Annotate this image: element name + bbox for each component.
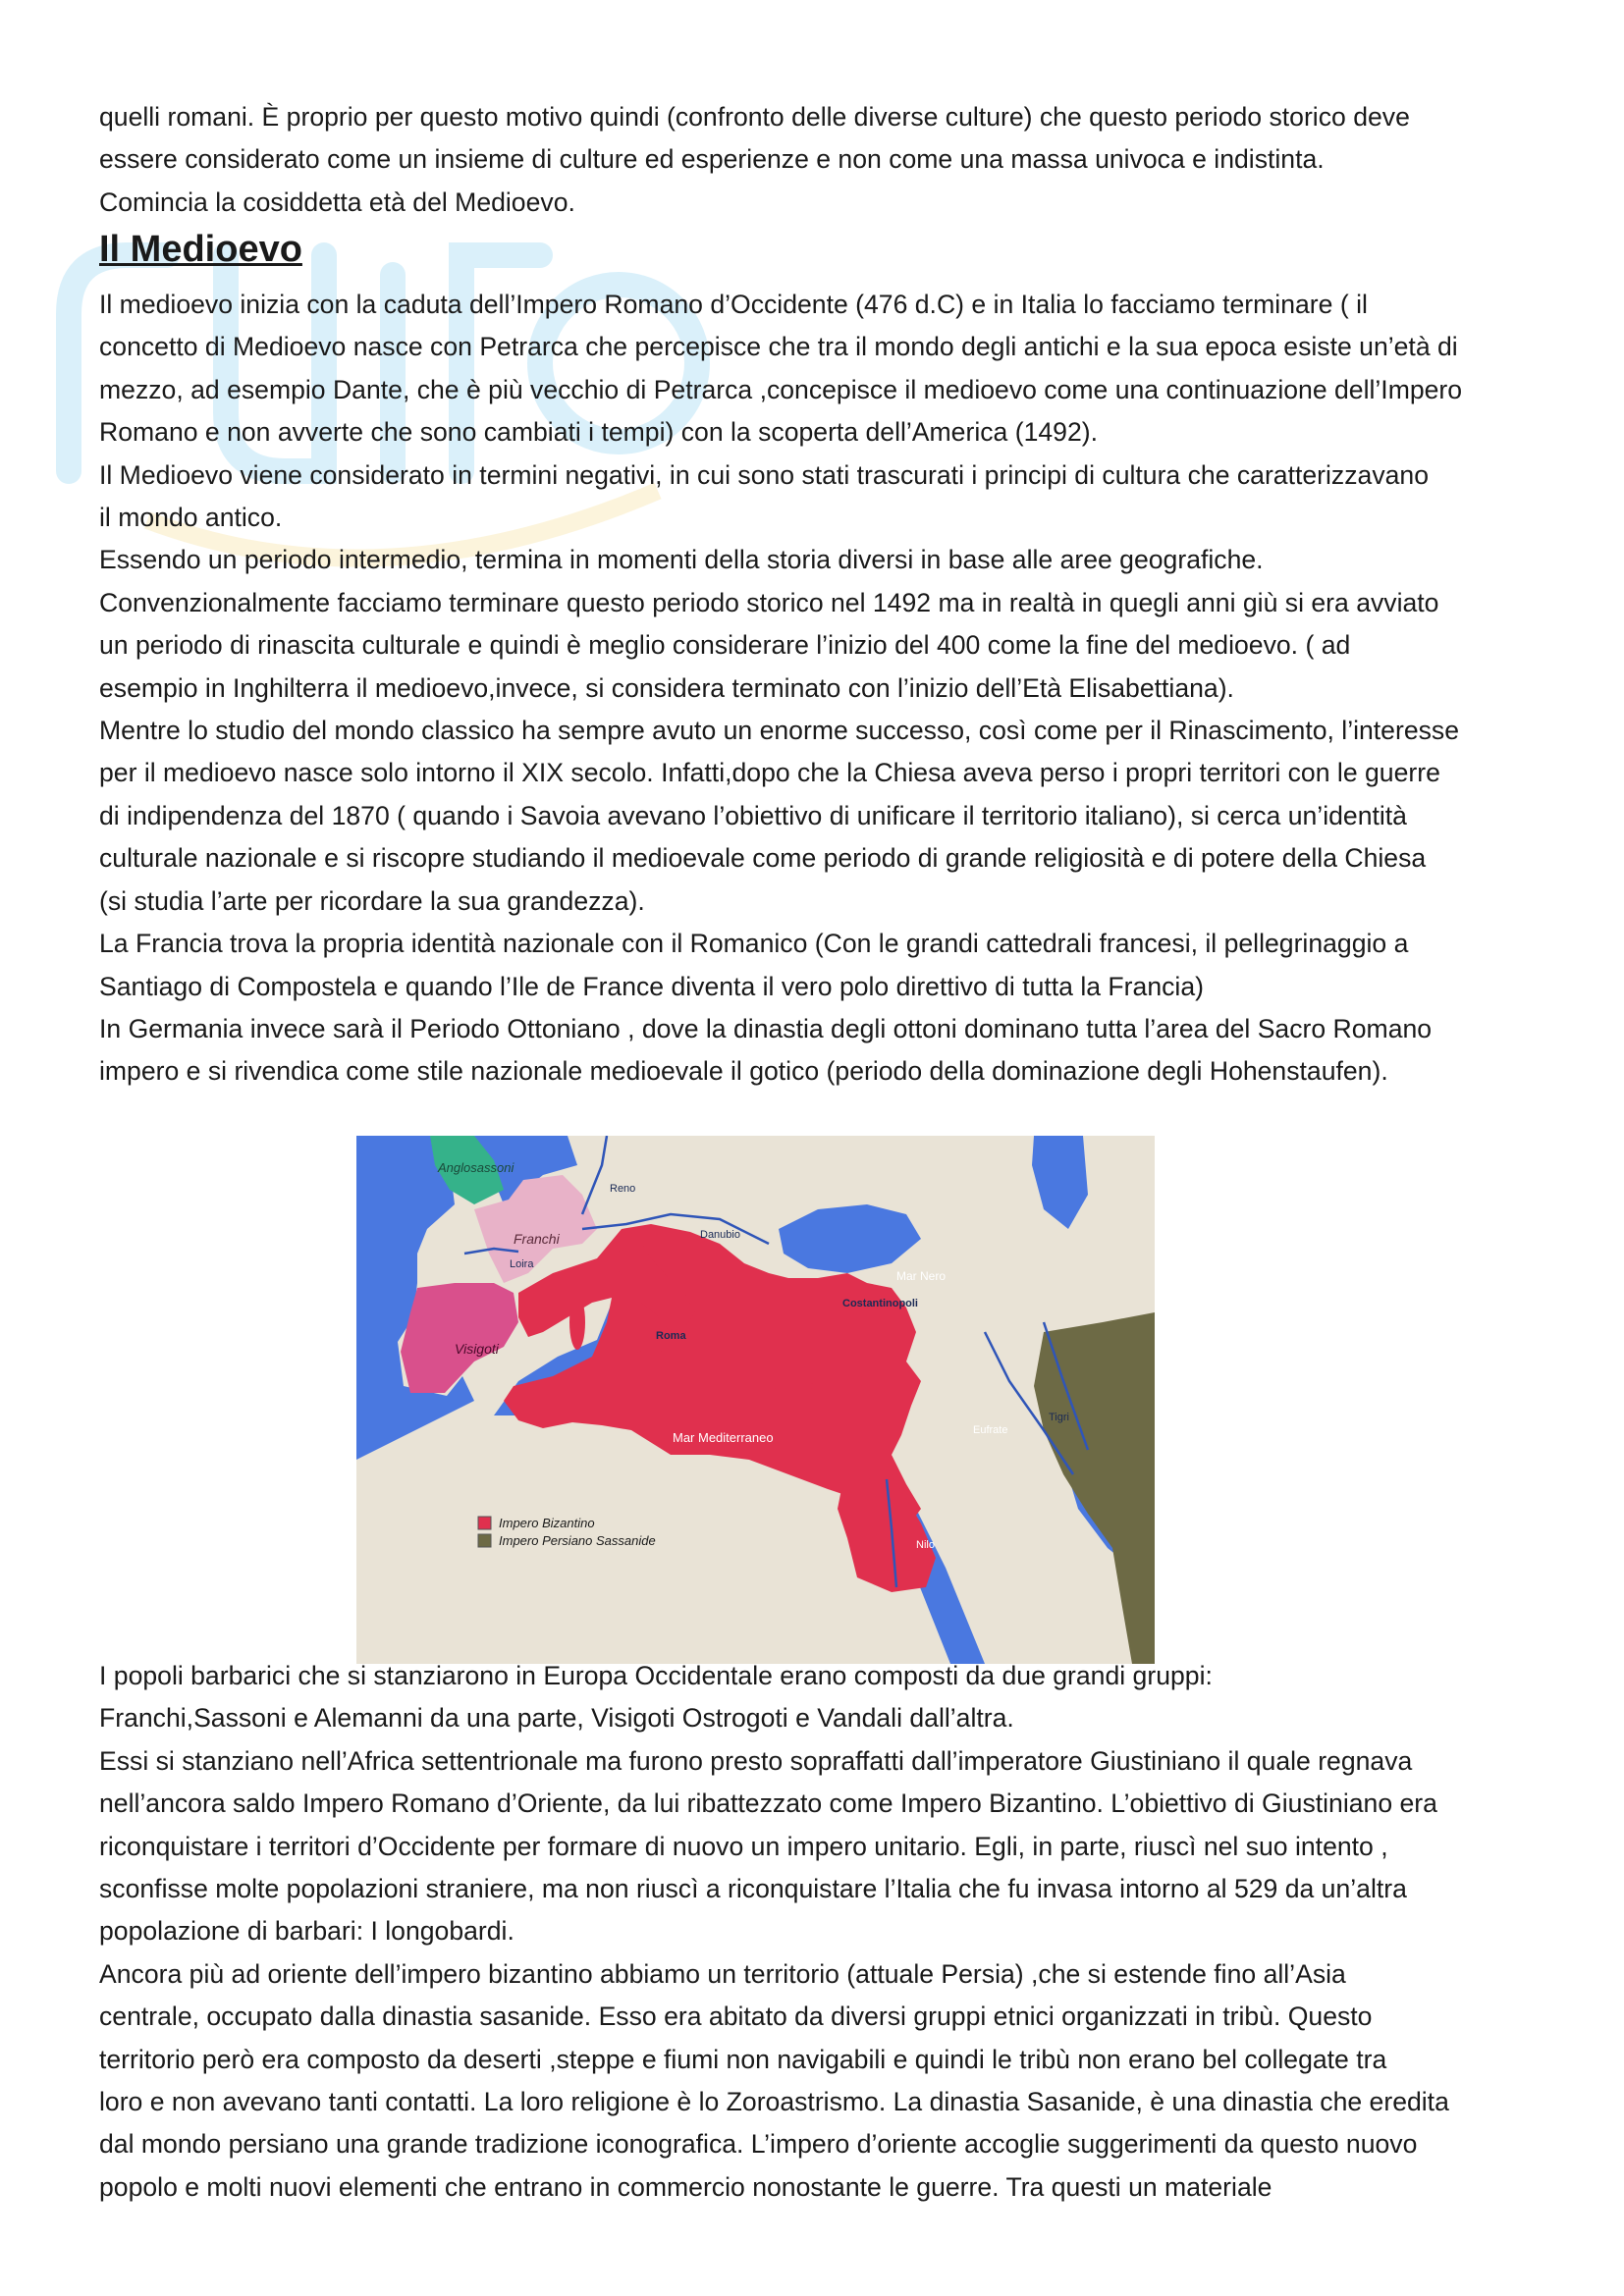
text-line: Essi si stanziano nell’Africa settentrionale ma furono presto sopraffatti dall’imperatore Giustiniano il quale regnava — [99, 1745, 1413, 1776]
label-mar-mediterraneo: Mar Mediterraneo — [673, 1430, 774, 1445]
island-sicily — [631, 1350, 671, 1369]
label-visigoti: Visigoti — [455, 1341, 499, 1357]
text-line: dal mondo persiano una grande tradizione iconografica. L’impero d’oriente accoglie suggerimenti da questo nuovo — [99, 2129, 1418, 2160]
text-line: quelli romani. È proprio per questo motivo quindi (confronto delle diverse culture) che questo periodo storico deve — [99, 102, 1410, 132]
legend-label-sassanid: Impero Persiano Sassanide — [499, 1533, 656, 1548]
legend-swatch-byzantine — [478, 1517, 491, 1529]
label-eufrate: Eufrate — [973, 1424, 1008, 1436]
text-line: Convenzionalmente facciamo terminare questo periodo storico nel 1492 ma in realtà in quegli anni giù si era avviato — [99, 587, 1439, 617]
label-roma: Roma — [656, 1330, 686, 1342]
section-body — [99, 284, 1533, 1094]
text-line: (si studia l’arte per ricordare la sua grandezza). — [99, 885, 645, 916]
map-svg — [356, 1136, 1155, 1664]
island-cyprus — [839, 1375, 866, 1387]
text-line: sconfisse molte popolazioni straniere, ma non riuscì a riconquistare l’Italia che fu invasa intorno al 529 da un’altra — [99, 1874, 1407, 1904]
text-line: mezzo, ad esempio Dante, che è più vecchio di Petrarca ,concepisce il medioevo come una continuazione dell’Impero — [99, 374, 1463, 404]
text-line: Mentre lo studio del mondo classico ha sempre avuto un enorme successo, così come per il Rinascimento, l’interesse — [99, 716, 1460, 746]
closing-paragraph — [99, 1655, 1533, 2209]
text-line: Franchi,Sassoni e Alemanni da una parte, Visigoti Ostrogoti e Vandali dall’altra. — [99, 1703, 1014, 1734]
label-tigri: Tigri — [1049, 1412, 1069, 1423]
text-line: esempio in Inghilterra il medioevo,invece, si considera terminato con l’inizio dell’Età Elisabettiana). — [99, 672, 1234, 703]
label-mar-nero: Mar Nero — [896, 1269, 947, 1283]
text-line: centrale, occupato dalla dinastia sasanide. Esso era abitato da diversi gruppi etnici organizzati in tribù. Questo — [99, 2002, 1373, 2032]
text-line: Ancora più ad oriente dell’impero bizantino abbiamo un territorio (attuale Persia) ,che si estende fino all’Asia — [99, 1958, 1346, 1989]
text-line: concetto di Medioevo nasce con Petrarca che percepisce che tra il mondo degli antichi e la sua epoca esiste un’età di — [99, 332, 1458, 362]
island-corsica-sardinia — [569, 1295, 585, 1350]
text-line: per il medioevo nasce solo intorno il XIX secolo. Infatti,dopo che la Chiesa aveva perso i propri territori con le guerre — [99, 758, 1440, 788]
text-line: Romano e non avverte che sono cambiati i tempi) con la scoperta dell’America (1492). — [99, 417, 1098, 448]
section-heading: Il Medioevo — [99, 229, 302, 270]
text-line: Il medioevo inizia con la caduta dell’Impero Romano d’Occidente (476 d.C) e in Italia lo facciamo terminare ( il — [99, 290, 1368, 319]
text-line: essere considerato come un insieme di culture ed esperienze e non come una massa univoca e indistinta. — [99, 144, 1325, 175]
map-figure — [356, 1136, 1155, 1664]
text-line: La Francia trova la propria identità nazionale con il Romanico (Con le grandi cattedrali francesi, il pellegrinaggio a — [99, 929, 1409, 959]
text-line: loro e non avevano tanti contatti. La loro religione è lo Zoroastrismo. La dinastia Sasanide, è una dinastia che eredita — [99, 2087, 1449, 2117]
text-line: il mondo antico. — [99, 503, 283, 533]
text-line: popolo e molti nuovi elementi che entrano in commercio nonostante le guerre. Tra questi un materiale — [99, 2171, 1272, 2202]
text-line: culturale nazionale e si riscopre studiando il medioevale come periodo di grande religiosità e di potere della Chiesa — [99, 843, 1427, 874]
label-danubio: Danubio — [700, 1229, 740, 1241]
legend-label-byzantine: Impero Bizantino — [499, 1516, 595, 1530]
label-nilo: Nilo — [916, 1539, 935, 1551]
label-reno: Reno — [610, 1183, 636, 1195]
text-line: Il Medioevo viene considerato in termini negativi, in cui sono stati trascurati i principi di cultura che caratterizzavano — [99, 459, 1429, 490]
text-line: Essendo un periodo intermedio, termina in momenti della storia diversi in base alle aree geografiche. — [99, 545, 1264, 575]
label-anglosassoni: Anglosassoni — [438, 1160, 514, 1175]
intro-paragraph — [99, 96, 1533, 224]
island-crete — [772, 1381, 815, 1391]
text-line: territorio però era composto da deserti ,steppe e fiumi non navigabili e quindi le tribù non erano bel collegate tra — [99, 2044, 1387, 2074]
text-line: un periodo di rinascita culturale e quindi è meglio considerare l’inizio del 400 come la fine del medioevo. ( ad — [99, 630, 1351, 661]
text-line: In Germania invece sarà il Periodo Ottoniano , dove la dinastia degli ottoni dominano tutta l’area del Sacro Romano — [99, 1013, 1433, 1043]
text-line: di indipendenza del 1870 ( quando i Savoia avevano l’obiettivo di unificare il territorio italiano), si cerca un’identità — [99, 800, 1407, 830]
text-line: riconquistare i territori d’Occidente per formare di nuovo un impero unitario. Egli, in parte, riuscì nel suo intento , — [99, 1831, 1388, 1861]
text-line: nell’ancora saldo Impero Romano d’Oriente, da lui ribattezzato come Impero Bizantino. L’obiettivo di Giustiniano era — [99, 1789, 1437, 1819]
label-costantinopoli: Costantinopoli — [842, 1298, 918, 1309]
text-line: impero e si rivendica come stile nazionale medioevale il gotico (periodo della dominazione degli Hohenstaufen). — [99, 1056, 1388, 1087]
text-line: I popoli barbarici che si stanziarono in Europa Occidentale erano composti da due grandi gruppi: — [99, 1661, 1213, 1690]
text-line: Santiago di Compostela e quando l’Ile de France diventa il vero polo direttivo di tutta la Francia) — [99, 971, 1204, 1001]
label-franchi: Franchi — [514, 1231, 560, 1247]
text-line: popolazione di barbari: I longobardi. — [99, 1916, 514, 1947]
label-loira: Loira — [510, 1258, 534, 1270]
text-line: Comincia la cosiddetta età del Medioevo. — [99, 187, 575, 217]
legend-swatch-sassanid — [478, 1534, 491, 1547]
